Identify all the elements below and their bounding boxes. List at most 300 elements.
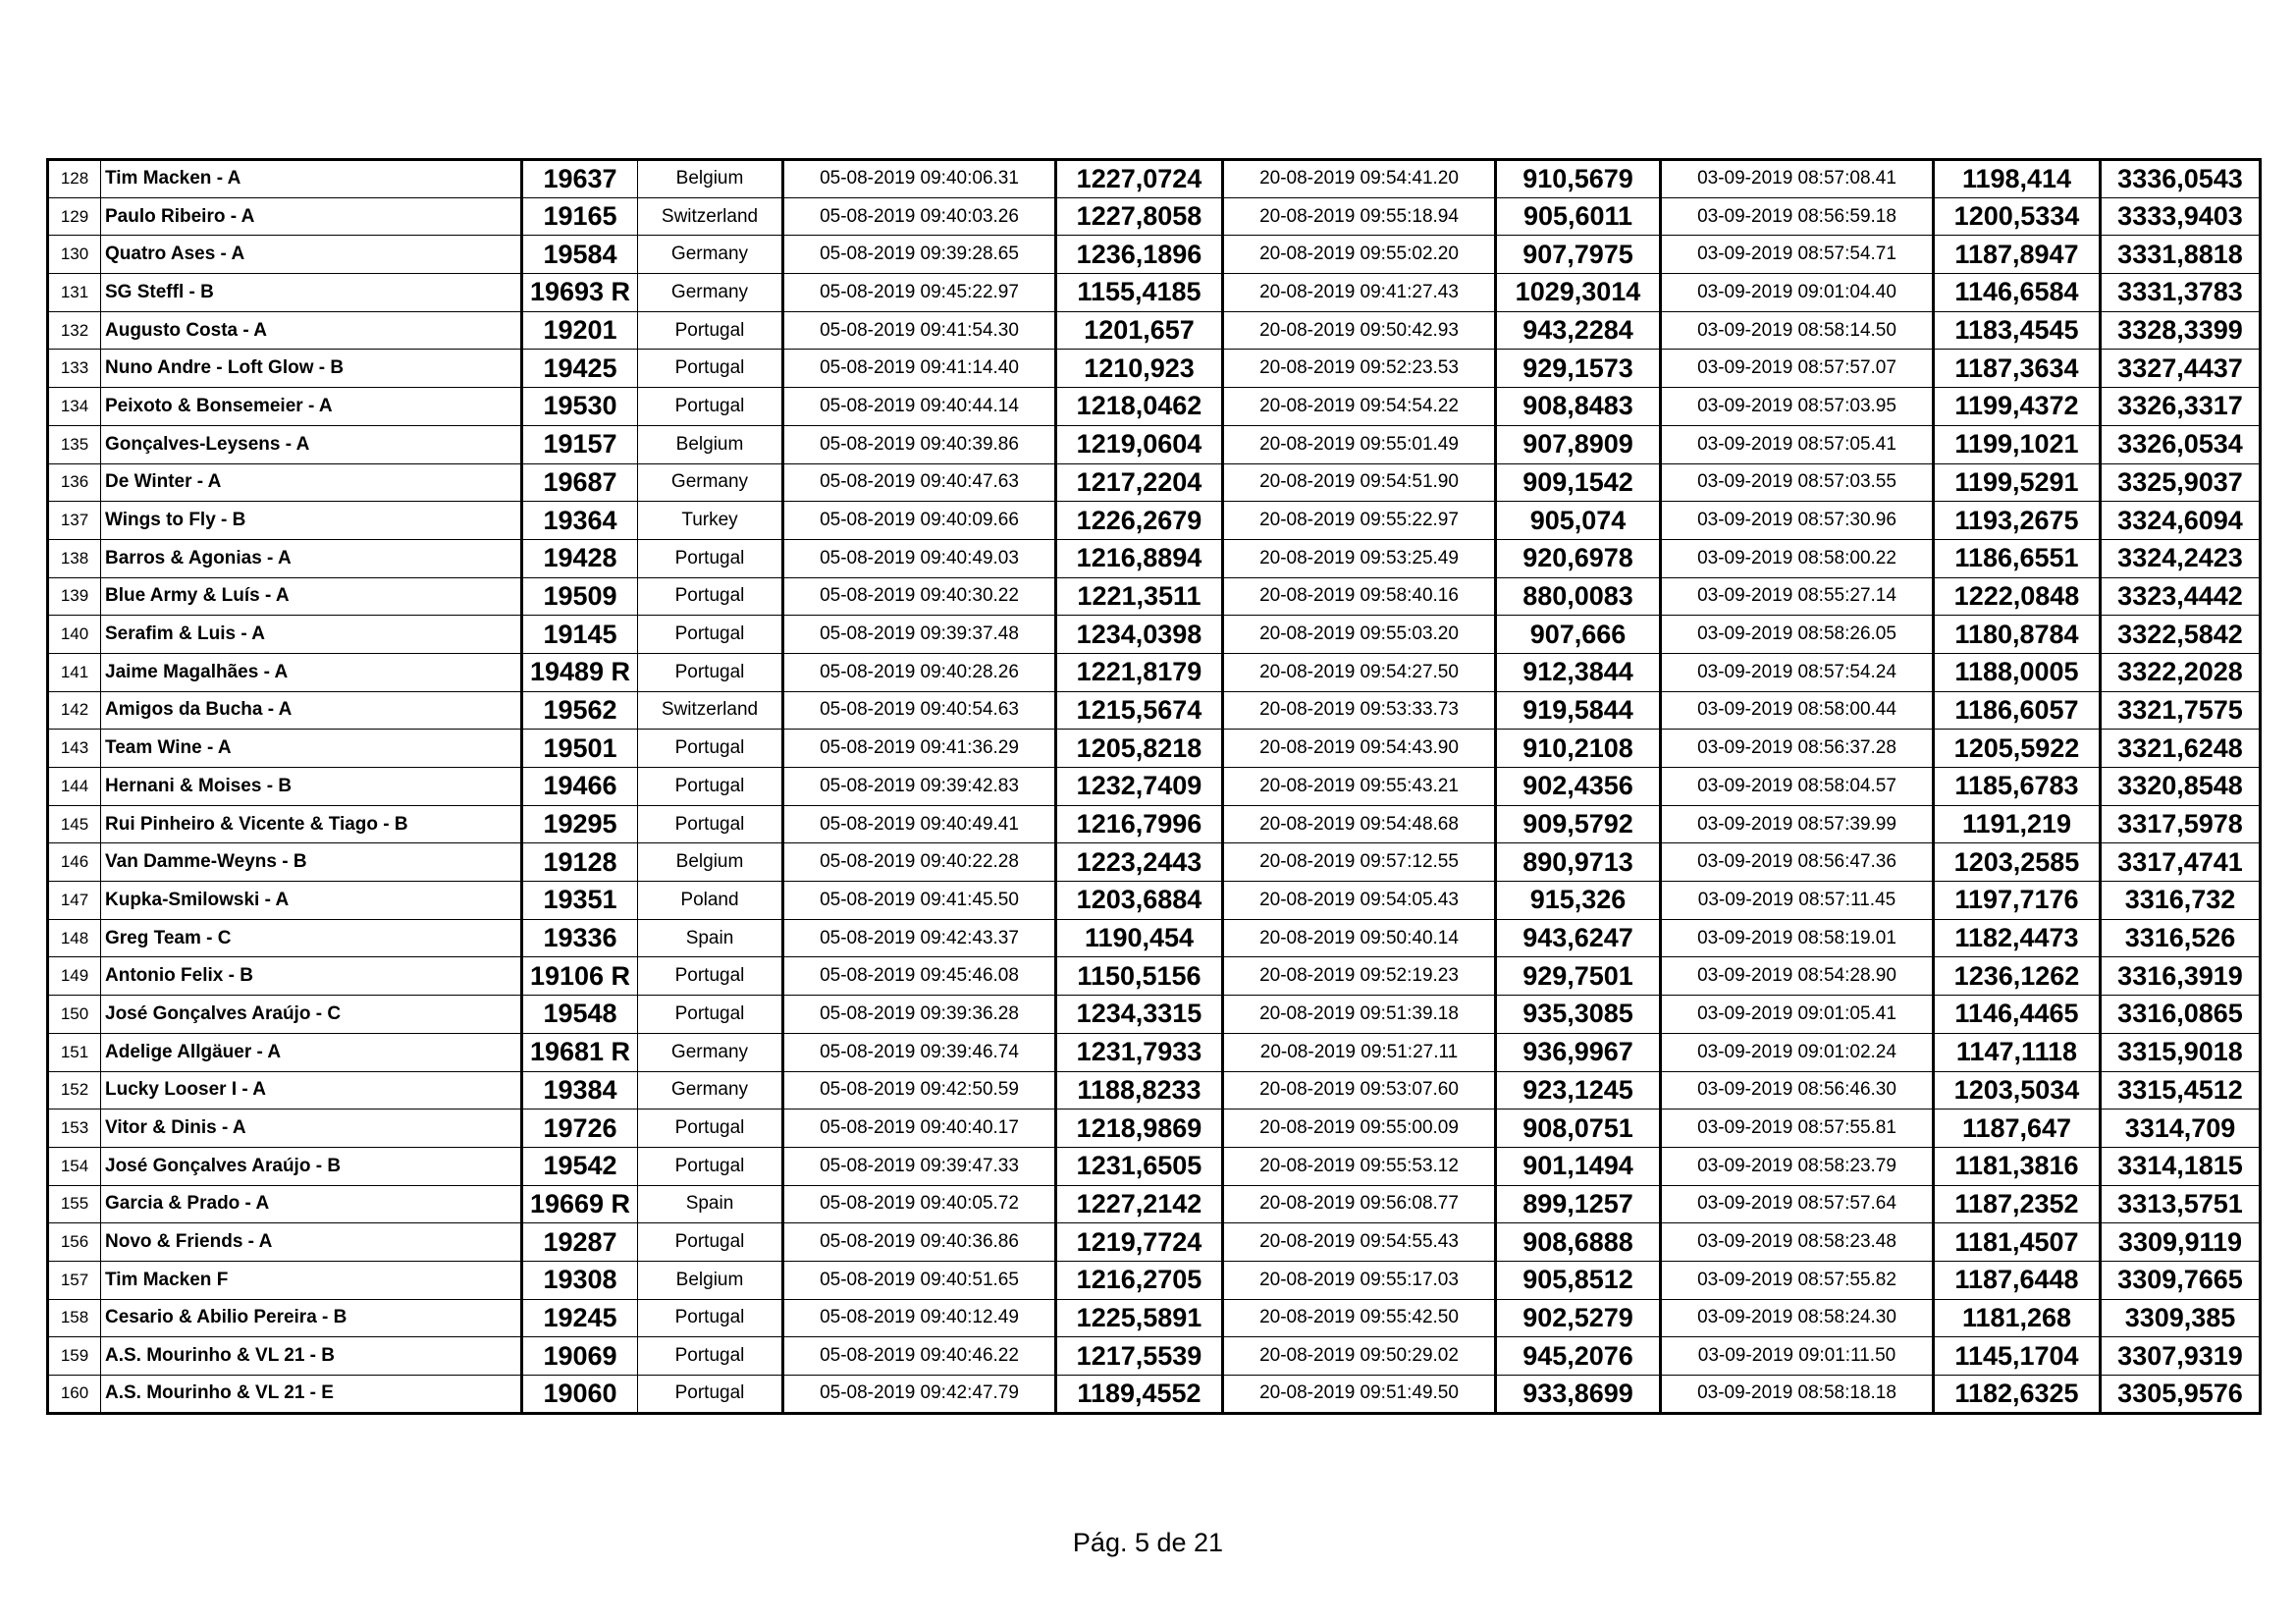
speed-race-2-cell: 912,3844 [1496, 653, 1661, 691]
ring-number-cell: 19681 R [522, 1033, 638, 1071]
speed-race-2-cell: 919,5844 [1496, 691, 1661, 730]
speed-race-1-cell: 1201,657 [1056, 311, 1223, 350]
arrival-time-race-2-cell: 20-08-2019 09:52:23.53 [1223, 350, 1496, 388]
table-row [48, 1376, 2261, 1414]
speed-race-1-cell: 1205,8218 [1056, 730, 1223, 768]
ring-number-cell: 19509 [522, 577, 638, 616]
speed-race-1-cell: 1150,5156 [1056, 957, 1223, 996]
speed-race-2-cell: 902,4356 [1496, 768, 1661, 806]
team-name-cell: José Gonçalves Araújo - C [101, 996, 522, 1034]
arrival-time-race-3-cell: 03-09-2019 08:57:57.07 [1661, 350, 1934, 388]
speed-race-3-cell: 1222,0848 [1934, 577, 2101, 616]
team-name-cell: Antonio Felix - B [101, 957, 522, 996]
arrival-time-race-2-cell: 20-08-2019 09:58:40.16 [1223, 577, 1496, 616]
ring-number-cell: 19501 [522, 730, 638, 768]
table-row [48, 1110, 2261, 1148]
team-name-cell: Tim Macken - A [101, 160, 522, 198]
arrival-time-race-3-cell: 03-09-2019 08:57:08.41 [1661, 160, 1934, 198]
speed-race-2-cell: 908,0751 [1496, 1110, 1661, 1148]
speed-race-2-cell: 905,074 [1496, 502, 1661, 540]
team-name-cell: Cesario & Abilio Pereira - B [101, 1299, 522, 1337]
speed-race-3-cell: 1198,414 [1934, 160, 2101, 198]
arrival-time-race-1-cell: 05-08-2019 09:40:22.28 [783, 843, 1056, 882]
country-cell: Portugal [638, 616, 783, 654]
arrival-time-race-3-cell: 03-09-2019 08:58:14.50 [1661, 311, 1934, 350]
country-cell: Portugal [638, 350, 783, 388]
arrival-time-race-2-cell: 20-08-2019 09:55:02.20 [1223, 236, 1496, 274]
table-row [48, 768, 2261, 806]
team-name-cell: Rui Pinheiro & Vicente & Tiago - B [101, 805, 522, 843]
total-points-cell: 3309,7665 [2101, 1261, 2261, 1299]
arrival-time-race-1-cell: 05-08-2019 09:39:42.83 [783, 768, 1056, 806]
arrival-time-race-1-cell: 05-08-2019 09:41:36.29 [783, 730, 1056, 768]
arrival-time-race-1-cell: 05-08-2019 09:39:36.28 [783, 996, 1056, 1034]
speed-race-2-cell: 890,9713 [1496, 843, 1661, 882]
total-points-cell: 3317,4741 [2101, 843, 2261, 882]
arrival-time-race-2-cell: 20-08-2019 09:51:49.50 [1223, 1376, 1496, 1414]
ring-number-cell: 19489 R [522, 653, 638, 691]
speed-race-3-cell: 1180,8784 [1934, 616, 2101, 654]
arrival-time-race-3-cell: 03-09-2019 08:58:18.18 [1661, 1376, 1934, 1414]
table-row [48, 882, 2261, 920]
arrival-time-race-1-cell: 05-08-2019 09:40:54.63 [783, 691, 1056, 730]
speed-race-2-cell: 905,6011 [1496, 197, 1661, 236]
team-name-cell: Novo & Friends - A [101, 1223, 522, 1262]
country-cell: Turkey [638, 502, 783, 540]
total-points-cell: 3309,385 [2101, 1299, 2261, 1337]
team-name-cell: Jaime Magalhães - A [101, 653, 522, 691]
country-cell: Portugal [638, 730, 783, 768]
speed-race-1-cell: 1219,7724 [1056, 1223, 1223, 1262]
table-body [48, 160, 2261, 1414]
position-cell: 128 [48, 160, 101, 198]
total-points-cell: 3314,709 [2101, 1110, 2261, 1148]
arrival-time-race-3-cell: 03-09-2019 08:58:23.79 [1661, 1147, 1934, 1185]
position-cell: 152 [48, 1071, 101, 1110]
arrival-time-race-2-cell: 20-08-2019 09:41:27.43 [1223, 274, 1496, 312]
speed-race-1-cell: 1223,2443 [1056, 843, 1223, 882]
country-cell: Portugal [638, 388, 783, 426]
table-row [48, 274, 2261, 312]
team-name-cell: Barros & Agonias - A [101, 539, 522, 577]
table-row [48, 236, 2261, 274]
arrival-time-race-3-cell: 03-09-2019 08:58:23.48 [1661, 1223, 1934, 1262]
arrival-time-race-1-cell: 05-08-2019 09:40:36.86 [783, 1223, 1056, 1262]
country-cell: Portugal [638, 311, 783, 350]
total-points-cell: 3331,8818 [2101, 236, 2261, 274]
position-cell: 132 [48, 311, 101, 350]
arrival-time-race-2-cell: 20-08-2019 09:54:41.20 [1223, 160, 1496, 198]
position-cell: 159 [48, 1337, 101, 1376]
speed-race-1-cell: 1217,5539 [1056, 1337, 1223, 1376]
total-points-cell: 3327,4437 [2101, 350, 2261, 388]
total-points-cell: 3328,3399 [2101, 311, 2261, 350]
speed-race-1-cell: 1210,923 [1056, 350, 1223, 388]
speed-race-3-cell: 1182,4473 [1934, 919, 2101, 957]
speed-race-2-cell: 929,7501 [1496, 957, 1661, 996]
ring-number-cell: 19425 [522, 350, 638, 388]
total-points-cell: 3316,526 [2101, 919, 2261, 957]
speed-race-1-cell: 1215,5674 [1056, 691, 1223, 730]
team-name-cell: Kupka-Smilowski - A [101, 882, 522, 920]
speed-race-3-cell: 1186,6551 [1934, 539, 2101, 577]
total-points-cell: 3314,1815 [2101, 1147, 2261, 1185]
table-row [48, 805, 2261, 843]
country-cell: Switzerland [638, 691, 783, 730]
position-cell: 160 [48, 1376, 101, 1414]
table-row [48, 957, 2261, 996]
team-name-cell: Augusto Costa - A [101, 311, 522, 350]
position-cell: 146 [48, 843, 101, 882]
position-cell: 144 [48, 768, 101, 806]
ring-number-cell: 19548 [522, 996, 638, 1034]
team-name-cell: José Gonçalves Araújo - B [101, 1147, 522, 1185]
position-cell: 155 [48, 1185, 101, 1223]
arrival-time-race-2-cell: 20-08-2019 09:55:01.49 [1223, 425, 1496, 463]
ring-number-cell: 19637 [522, 160, 638, 198]
speed-race-1-cell: 1189,4552 [1056, 1376, 1223, 1414]
ring-number-cell: 19336 [522, 919, 638, 957]
team-name-cell: Serafim & Luis - A [101, 616, 522, 654]
speed-race-2-cell: 901,1494 [1496, 1147, 1661, 1185]
table-row [48, 996, 2261, 1034]
arrival-time-race-3-cell: 03-09-2019 09:01:05.41 [1661, 996, 1934, 1034]
total-points-cell: 3333,9403 [2101, 197, 2261, 236]
table-row [48, 691, 2261, 730]
speed-race-3-cell: 1203,2585 [1934, 843, 2101, 882]
team-name-cell: Wings to Fly - B [101, 502, 522, 540]
speed-race-1-cell: 1218,9869 [1056, 1110, 1223, 1148]
speed-race-3-cell: 1205,5922 [1934, 730, 2101, 768]
speed-race-2-cell: 907,7975 [1496, 236, 1661, 274]
ring-number-cell: 19687 [522, 463, 638, 502]
team-name-cell: A.S. Mourinho & VL 21 - B [101, 1337, 522, 1376]
speed-race-2-cell: 936,9967 [1496, 1033, 1661, 1071]
speed-race-2-cell: 909,1542 [1496, 463, 1661, 502]
speed-race-2-cell: 910,2108 [1496, 730, 1661, 768]
speed-race-1-cell: 1216,2705 [1056, 1261, 1223, 1299]
position-cell: 131 [48, 274, 101, 312]
arrival-time-race-2-cell: 20-08-2019 09:52:19.23 [1223, 957, 1496, 996]
arrival-time-race-2-cell: 20-08-2019 09:57:12.55 [1223, 843, 1496, 882]
team-name-cell: Hernani & Moises - B [101, 768, 522, 806]
total-points-cell: 3320,8548 [2101, 768, 2261, 806]
country-cell: Portugal [638, 996, 783, 1034]
table-row [48, 1147, 2261, 1185]
speed-race-3-cell: 1191,219 [1934, 805, 2101, 843]
speed-race-3-cell: 1236,1262 [1934, 957, 2101, 996]
arrival-time-race-2-cell: 20-08-2019 09:55:22.97 [1223, 502, 1496, 540]
country-cell: Spain [638, 919, 783, 957]
speed-race-2-cell: 915,326 [1496, 882, 1661, 920]
position-cell: 143 [48, 730, 101, 768]
arrival-time-race-2-cell: 20-08-2019 09:54:43.90 [1223, 730, 1496, 768]
arrival-time-race-3-cell: 03-09-2019 08:58:04.57 [1661, 768, 1934, 806]
arrival-time-race-1-cell: 05-08-2019 09:42:47.79 [783, 1376, 1056, 1414]
ring-number-cell: 19530 [522, 388, 638, 426]
speed-race-3-cell: 1146,4465 [1934, 996, 2101, 1034]
speed-race-3-cell: 1187,8947 [1934, 236, 2101, 274]
total-points-cell: 3316,0865 [2101, 996, 2261, 1034]
country-cell: Portugal [638, 1223, 783, 1262]
team-name-cell: Quatro Ases - A [101, 236, 522, 274]
total-points-cell: 3322,2028 [2101, 653, 2261, 691]
speed-race-3-cell: 1187,647 [1934, 1110, 2101, 1148]
arrival-time-race-2-cell: 20-08-2019 09:51:39.18 [1223, 996, 1496, 1034]
speed-race-3-cell: 1188,0005 [1934, 653, 2101, 691]
speed-race-2-cell: 899,1257 [1496, 1185, 1661, 1223]
total-points-cell: 3305,9576 [2101, 1376, 2261, 1414]
position-cell: 129 [48, 197, 101, 236]
ring-number-cell: 19669 R [522, 1185, 638, 1223]
position-cell: 134 [48, 388, 101, 426]
speed-race-2-cell: 905,8512 [1496, 1261, 1661, 1299]
page-number: Pág. 5 de 21 [1072, 1528, 1224, 1557]
table-row [48, 730, 2261, 768]
speed-race-2-cell: 907,666 [1496, 616, 1661, 654]
ring-number-cell: 19542 [522, 1147, 638, 1185]
table-row [48, 653, 2261, 691]
table-row [48, 350, 2261, 388]
table-row [48, 388, 2261, 426]
country-cell: Portugal [638, 805, 783, 843]
position-cell: 148 [48, 919, 101, 957]
ring-number-cell: 19308 [522, 1261, 638, 1299]
table-row [48, 1071, 2261, 1110]
ring-number-cell: 19693 R [522, 274, 638, 312]
position-cell: 140 [48, 616, 101, 654]
table-row [48, 502, 2261, 540]
country-cell: Portugal [638, 1337, 783, 1376]
ring-number-cell: 19128 [522, 843, 638, 882]
arrival-time-race-3-cell: 03-09-2019 08:57:11.45 [1661, 882, 1934, 920]
speed-race-3-cell: 1197,7176 [1934, 882, 2101, 920]
ring-number-cell: 19384 [522, 1071, 638, 1110]
arrival-time-race-2-cell: 20-08-2019 09:54:27.50 [1223, 653, 1496, 691]
arrival-time-race-3-cell: 03-09-2019 08:57:05.41 [1661, 425, 1934, 463]
team-name-cell: Lucky Looser I - A [101, 1071, 522, 1110]
position-cell: 142 [48, 691, 101, 730]
table-row [48, 539, 2261, 577]
ring-number-cell: 19145 [522, 616, 638, 654]
total-points-cell: 3316,732 [2101, 882, 2261, 920]
total-points-cell: 3315,4512 [2101, 1071, 2261, 1110]
country-cell: Belgium [638, 1261, 783, 1299]
arrival-time-race-2-cell: 20-08-2019 09:55:00.09 [1223, 1110, 1496, 1148]
ring-number-cell: 19364 [522, 502, 638, 540]
team-name-cell: Garcia & Prado - A [101, 1185, 522, 1223]
total-points-cell: 3323,4442 [2101, 577, 2261, 616]
table-row [48, 577, 2261, 616]
country-cell: Belgium [638, 425, 783, 463]
arrival-time-race-1-cell: 05-08-2019 09:40:49.41 [783, 805, 1056, 843]
team-name-cell: Nuno Andre - Loft Glow - B [101, 350, 522, 388]
total-points-cell: 3324,2423 [2101, 539, 2261, 577]
speed-race-1-cell: 1225,5891 [1056, 1299, 1223, 1337]
country-cell: Portugal [638, 1110, 783, 1148]
team-name-cell: Gonçalves-Leysens - A [101, 425, 522, 463]
speed-race-3-cell: 1146,6584 [1934, 274, 2101, 312]
speed-race-3-cell: 1187,6448 [1934, 1261, 2101, 1299]
speed-race-1-cell: 1227,0724 [1056, 160, 1223, 198]
ring-number-cell: 19069 [522, 1337, 638, 1376]
arrival-time-race-1-cell: 05-08-2019 09:41:45.50 [783, 882, 1056, 920]
arrival-time-race-3-cell: 03-09-2019 08:58:26.05 [1661, 616, 1934, 654]
speed-race-1-cell: 1188,8233 [1056, 1071, 1223, 1110]
arrival-time-race-2-cell: 20-08-2019 09:55:03.20 [1223, 616, 1496, 654]
arrival-time-race-2-cell: 20-08-2019 09:55:43.21 [1223, 768, 1496, 806]
total-points-cell: 3321,6248 [2101, 730, 2261, 768]
arrival-time-race-3-cell: 03-09-2019 08:57:03.95 [1661, 388, 1934, 426]
position-cell: 135 [48, 425, 101, 463]
arrival-time-race-2-cell: 20-08-2019 09:54:05.43 [1223, 882, 1496, 920]
ring-number-cell: 19726 [522, 1110, 638, 1148]
arrival-time-race-2-cell: 20-08-2019 09:50:40.14 [1223, 919, 1496, 957]
table-row [48, 1223, 2261, 1262]
arrival-time-race-3-cell: 03-09-2019 08:57:55.81 [1661, 1110, 1934, 1148]
speed-race-2-cell: 943,2284 [1496, 311, 1661, 350]
team-name-cell: Tim Macken F [101, 1261, 522, 1299]
arrival-time-race-1-cell: 05-08-2019 09:39:46.74 [783, 1033, 1056, 1071]
position-cell: 138 [48, 539, 101, 577]
speed-race-3-cell: 1200,5334 [1934, 197, 2101, 236]
position-cell: 147 [48, 882, 101, 920]
results-table [46, 158, 2262, 1415]
country-cell: Portugal [638, 768, 783, 806]
country-cell: Germany [638, 1071, 783, 1110]
total-points-cell: 3313,5751 [2101, 1185, 2261, 1223]
ring-number-cell: 19466 [522, 768, 638, 806]
arrival-time-race-3-cell: 03-09-2019 08:56:46.30 [1661, 1071, 1934, 1110]
arrival-time-race-2-cell: 20-08-2019 09:56:08.77 [1223, 1185, 1496, 1223]
team-name-cell: A.S. Mourinho & VL 21 - E [101, 1376, 522, 1414]
speed-race-1-cell: 1232,7409 [1056, 768, 1223, 806]
ring-number-cell: 19584 [522, 236, 638, 274]
speed-race-3-cell: 1187,3634 [1934, 350, 2101, 388]
total-points-cell: 3317,5978 [2101, 805, 2261, 843]
speed-race-3-cell: 1193,2675 [1934, 502, 2101, 540]
speed-race-1-cell: 1155,4185 [1056, 274, 1223, 312]
team-name-cell: Adelige Allgäuer - A [101, 1033, 522, 1071]
speed-race-1-cell: 1203,6884 [1056, 882, 1223, 920]
arrival-time-race-2-cell: 20-08-2019 09:53:25.49 [1223, 539, 1496, 577]
arrival-time-race-3-cell: 03-09-2019 08:54:28.90 [1661, 957, 1934, 996]
speed-race-3-cell: 1182,6325 [1934, 1376, 2101, 1414]
arrival-time-race-1-cell: 05-08-2019 09:42:50.59 [783, 1071, 1056, 1110]
position-cell: 149 [48, 957, 101, 996]
arrival-time-race-3-cell: 03-09-2019 08:57:03.55 [1661, 463, 1934, 502]
table-row [48, 311, 2261, 350]
speed-race-1-cell: 1227,2142 [1056, 1185, 1223, 1223]
arrival-time-race-3-cell: 03-09-2019 08:56:47.36 [1661, 843, 1934, 882]
position-cell: 151 [48, 1033, 101, 1071]
speed-race-1-cell: 1221,8179 [1056, 653, 1223, 691]
speed-race-1-cell: 1226,2679 [1056, 502, 1223, 540]
table-row [48, 463, 2261, 502]
speed-race-2-cell: 909,5792 [1496, 805, 1661, 843]
team-name-cell: Team Wine - A [101, 730, 522, 768]
speed-race-3-cell: 1183,4545 [1934, 311, 2101, 350]
arrival-time-race-3-cell: 03-09-2019 08:56:37.28 [1661, 730, 1934, 768]
arrival-time-race-2-cell: 20-08-2019 09:50:29.02 [1223, 1337, 1496, 1376]
country-cell: Portugal [638, 1376, 783, 1414]
arrival-time-race-1-cell: 05-08-2019 09:40:06.31 [783, 160, 1056, 198]
arrival-time-race-2-cell: 20-08-2019 09:50:42.93 [1223, 311, 1496, 350]
country-cell: Portugal [638, 653, 783, 691]
speed-race-1-cell: 1216,8894 [1056, 539, 1223, 577]
speed-race-2-cell: 910,5679 [1496, 160, 1661, 198]
table-row [48, 843, 2261, 882]
speed-race-2-cell: 908,8483 [1496, 388, 1661, 426]
speed-race-2-cell: 1029,3014 [1496, 274, 1661, 312]
arrival-time-race-3-cell: 03-09-2019 08:57:57.64 [1661, 1185, 1934, 1223]
ring-number-cell: 19060 [522, 1376, 638, 1414]
arrival-time-race-2-cell: 20-08-2019 09:51:27.11 [1223, 1033, 1496, 1071]
total-points-cell: 3307,9319 [2101, 1337, 2261, 1376]
ring-number-cell: 19562 [522, 691, 638, 730]
speed-race-2-cell: 902,5279 [1496, 1299, 1661, 1337]
arrival-time-race-1-cell: 05-08-2019 09:41:14.40 [783, 350, 1056, 388]
position-cell: 156 [48, 1223, 101, 1262]
arrival-time-race-1-cell: 05-08-2019 09:40:47.63 [783, 463, 1056, 502]
position-cell: 158 [48, 1299, 101, 1337]
position-cell: 139 [48, 577, 101, 616]
table-row [48, 160, 2261, 198]
country-cell: Belgium [638, 160, 783, 198]
arrival-time-race-3-cell: 03-09-2019 08:58:19.01 [1661, 919, 1934, 957]
team-name-cell: Paulo Ribeiro - A [101, 197, 522, 236]
total-points-cell: 3316,3919 [2101, 957, 2261, 996]
table-row [48, 1185, 2261, 1223]
country-cell: Germany [638, 236, 783, 274]
ring-number-cell: 19157 [522, 425, 638, 463]
position-cell: 157 [48, 1261, 101, 1299]
arrival-time-race-1-cell: 05-08-2019 09:39:28.65 [783, 236, 1056, 274]
ring-number-cell: 19295 [522, 805, 638, 843]
speed-race-1-cell: 1216,7996 [1056, 805, 1223, 843]
country-cell: Portugal [638, 577, 783, 616]
arrival-time-race-1-cell: 05-08-2019 09:41:54.30 [783, 311, 1056, 350]
speed-race-1-cell: 1221,3511 [1056, 577, 1223, 616]
team-name-cell: Blue Army & Luís - A [101, 577, 522, 616]
speed-race-3-cell: 1187,2352 [1934, 1185, 2101, 1223]
table-row [48, 1033, 2261, 1071]
arrival-time-race-2-cell: 20-08-2019 09:55:42.50 [1223, 1299, 1496, 1337]
arrival-time-race-1-cell: 05-08-2019 09:39:47.33 [783, 1147, 1056, 1185]
arrival-time-race-3-cell: 03-09-2019 09:01:04.40 [1661, 274, 1934, 312]
arrival-time-race-2-cell: 20-08-2019 09:53:07.60 [1223, 1071, 1496, 1110]
position-cell: 150 [48, 996, 101, 1034]
country-cell: Portugal [638, 1299, 783, 1337]
arrival-time-race-3-cell: 03-09-2019 08:57:39.99 [1661, 805, 1934, 843]
speed-race-3-cell: 1181,3816 [1934, 1147, 2101, 1185]
arrival-time-race-3-cell: 03-09-2019 08:55:27.14 [1661, 577, 1934, 616]
team-name-cell: SG Steffl - B [101, 274, 522, 312]
total-points-cell: 3322,5842 [2101, 616, 2261, 654]
arrival-time-race-1-cell: 05-08-2019 09:40:09.66 [783, 502, 1056, 540]
speed-race-2-cell: 880,0083 [1496, 577, 1661, 616]
country-cell: Poland [638, 882, 783, 920]
arrival-time-race-2-cell: 20-08-2019 09:54:54.22 [1223, 388, 1496, 426]
country-cell: Germany [638, 1033, 783, 1071]
speed-race-1-cell: 1234,0398 [1056, 616, 1223, 654]
ring-number-cell: 19201 [522, 311, 638, 350]
arrival-time-race-2-cell: 20-08-2019 09:53:33.73 [1223, 691, 1496, 730]
table-row [48, 197, 2261, 236]
arrival-time-race-3-cell: 03-09-2019 08:57:55.82 [1661, 1261, 1934, 1299]
speed-race-3-cell: 1185,6783 [1934, 768, 2101, 806]
speed-race-3-cell: 1147,1118 [1934, 1033, 2101, 1071]
